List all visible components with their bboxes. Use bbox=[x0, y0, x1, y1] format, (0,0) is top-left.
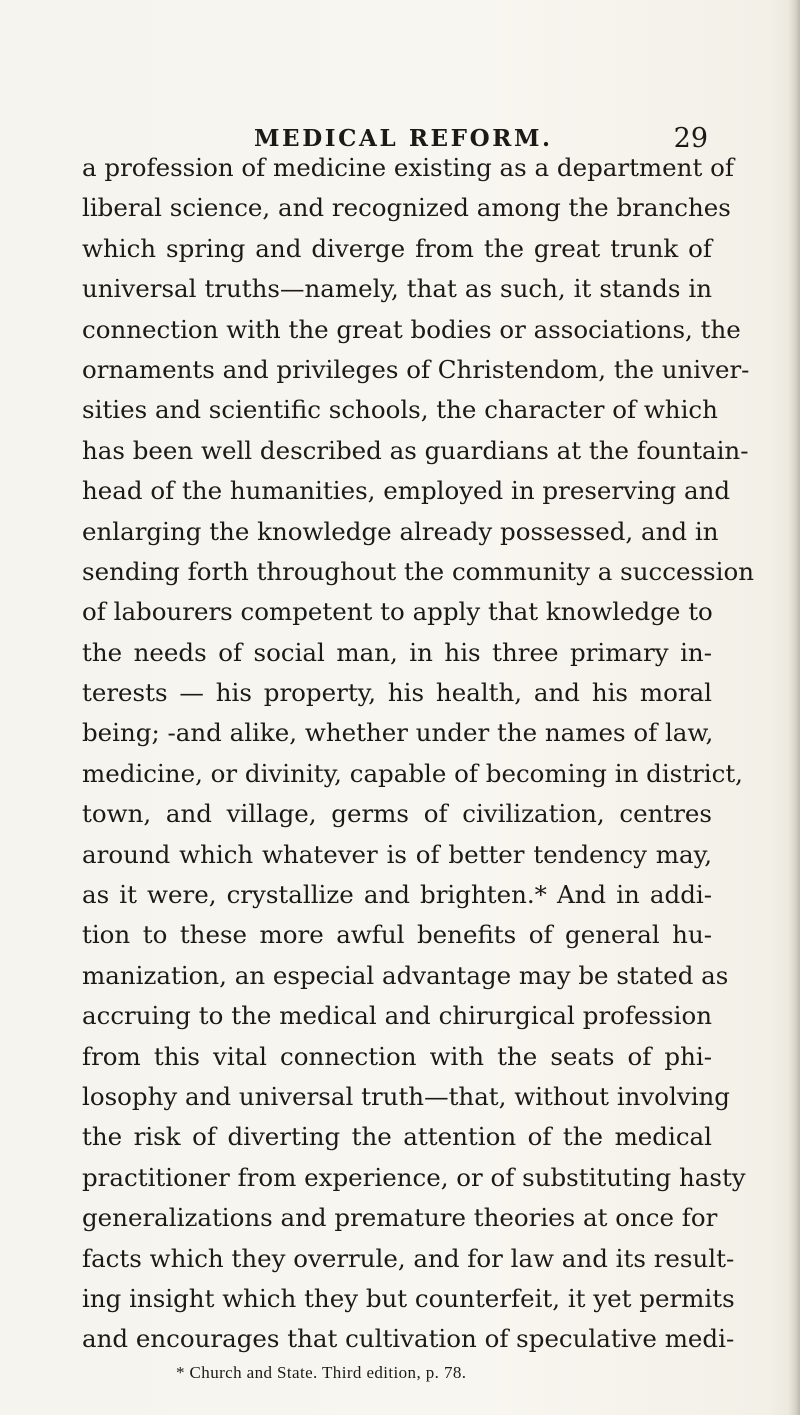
text-line: medicine, or divinity, capable of becoming in district, bbox=[82, 758, 743, 788]
text-line: ing insight which they but counterfeit, it yet permits bbox=[82, 1283, 735, 1313]
text-line: sending forth throughout the community a succession bbox=[82, 556, 754, 586]
text-line: universal truths—namely, that as such, it stands in bbox=[82, 274, 712, 304]
text-line: from this vital connection with the seats of phi- bbox=[82, 1041, 712, 1071]
text-line: tion to these more awful benefits of general hu- bbox=[82, 920, 712, 950]
text-line: generalizations and premature theories at once for bbox=[82, 1203, 718, 1233]
text-line: liberal science, and recognized among the branches bbox=[82, 193, 731, 223]
page-edge-shadow bbox=[788, 0, 800, 1415]
page-number: 29 bbox=[673, 123, 708, 154]
text-line: practitioner from experience, or of substituting hasty bbox=[82, 1162, 746, 1192]
text-line: and encourages that cultivation of speculative medi- bbox=[82, 1324, 735, 1354]
text-line: has been well described as guardians at the fountain- bbox=[82, 435, 749, 465]
text-line: manization, an especial advantage may be stated as bbox=[82, 960, 729, 990]
text-line: accruing to the medical and chirurgical profession bbox=[82, 1001, 712, 1031]
text-line: town, and village, germs of civilization, centres bbox=[82, 799, 712, 829]
footnote: * Church and State. Third edition, p. 78. bbox=[176, 1363, 467, 1382]
text-line: the risk of diverting the attention of the medical bbox=[82, 1122, 712, 1152]
text-line: being; -and alike, whether under the names of law, bbox=[82, 718, 714, 748]
text-line: which spring and diverge from the great trunk of bbox=[82, 233, 712, 263]
text-line: a profession of medicine existing as a department of bbox=[82, 153, 734, 182]
running-head: MEDICAL REFORM. bbox=[254, 125, 553, 152]
text-line: head of the humanities, employed in preserving and bbox=[82, 476, 731, 506]
text-line: enlarging the knowledge already possessed, and in bbox=[82, 516, 719, 546]
text-line: terests — his property, his health, and his moral bbox=[82, 678, 712, 708]
text-line: ornaments and privileges of Christendom, the univer- bbox=[82, 354, 750, 384]
body-text bbox=[82, 148, 754, 1360]
text-line: losophy and universal truth—that, without involving bbox=[82, 1081, 730, 1111]
text-line: around which whatever is of better tendency may, bbox=[82, 839, 712, 869]
text-line: as it were, crystallize and brighten.* And in addi- bbox=[82, 880, 712, 910]
text-line: the needs of social man, in his three primary in- bbox=[82, 637, 712, 667]
text-line: of labourers competent to apply that knowledge to bbox=[82, 597, 713, 627]
text-line: sities and scientific schools, the character of which bbox=[82, 395, 718, 425]
text-line: connection with the great bodies or associations, the bbox=[82, 314, 741, 344]
text-line: facts which they overrule, and for law and its result- bbox=[82, 1243, 735, 1273]
